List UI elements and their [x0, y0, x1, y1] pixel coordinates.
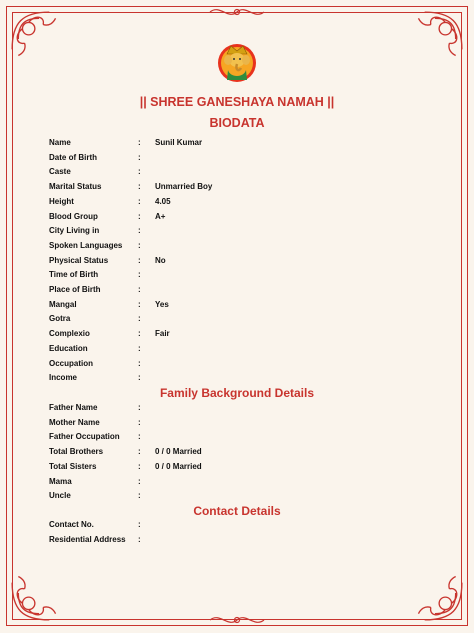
field-value: Sunil Kumar: [155, 138, 203, 147]
field-value: Fair: [155, 329, 170, 339]
border-ornament-bottom: [206, 612, 268, 628]
corner-ornament-top-left: [8, 8, 70, 70]
field-label: Mangal: [49, 299, 77, 309]
field-label: Time of Birth: [49, 270, 99, 280]
field-label: Name: [49, 138, 71, 147]
field-separator: :: [138, 211, 141, 221]
field-separator: :: [138, 299, 141, 309]
field-value: 4.05: [155, 196, 171, 206]
field-value: 0 / 0 Married: [155, 447, 202, 457]
field-value: 0 / 0 Married: [155, 461, 202, 471]
field-separator: :: [138, 196, 141, 206]
field-separator: :: [138, 285, 141, 294]
corner-ornament-top-right: [404, 8, 466, 70]
field-label: Complexio: [49, 329, 90, 339]
field-label: Date of Birth: [49, 152, 97, 162]
field-label: Contact No.: [49, 520, 94, 529]
ganesha-icon: [217, 42, 257, 84]
field-separator: :: [138, 329, 141, 339]
field-label: Total Sisters: [49, 461, 97, 471]
field-label: Blood Group: [49, 211, 98, 221]
field-label: Caste: [49, 167, 71, 177]
field-label: City Living in: [49, 226, 100, 236]
field-separator: :: [138, 182, 141, 192]
field-separator: :: [138, 270, 141, 280]
field-label: Father Name: [49, 403, 98, 412]
invocation-heading: || SHREE GANESHAYA NAMAH ||: [139, 95, 335, 109]
field-label: Gotra: [49, 314, 71, 324]
field-value: A+: [155, 211, 166, 221]
field-label: Place of Birth: [49, 285, 101, 294]
field-separator: :: [138, 255, 141, 265]
field-label: Residential Address: [49, 534, 126, 544]
field-label: Father Occupation: [49, 432, 120, 442]
field-separator: :: [138, 226, 141, 236]
field-separator: :: [138, 167, 141, 177]
field-label: Physical Status: [49, 255, 109, 265]
field-separator: :: [138, 358, 141, 368]
field-separator: :: [138, 491, 141, 501]
field-separator: :: [138, 476, 141, 486]
family-section-title: Family Background Details: [159, 386, 315, 400]
field-label: Income: [49, 373, 78, 383]
field-separator: :: [138, 520, 141, 529]
field-label: Occupation: [49, 358, 94, 368]
field-label: Height: [49, 196, 74, 206]
field-separator: :: [138, 432, 141, 442]
field-separator: :: [138, 138, 141, 147]
border-ornament-top: [206, 4, 268, 20]
page-title: BIODATA: [209, 116, 265, 130]
field-value: No: [155, 255, 166, 265]
field-value: Unmarried Boy: [155, 182, 213, 192]
field-separator: :: [138, 240, 141, 250]
field-separator: :: [138, 403, 141, 412]
field-separator: :: [138, 447, 141, 457]
field-separator: :: [138, 152, 141, 162]
field-separator: :: [138, 417, 141, 427]
field-label: Total Brothers: [49, 447, 104, 457]
corner-ornament-bottom-left: [8, 562, 70, 624]
field-separator: :: [138, 373, 141, 383]
field-separator: :: [138, 461, 141, 471]
field-label: Mother Name: [49, 417, 100, 427]
field-label: Mama: [49, 476, 72, 486]
field-separator: :: [138, 343, 141, 353]
corner-ornament-bottom-right: [404, 562, 466, 624]
field-label: Uncle: [49, 491, 71, 501]
field-value: Yes: [155, 299, 169, 309]
field-separator: :: [138, 314, 141, 324]
field-label: Marital Status: [49, 182, 102, 192]
field-label: Education: [49, 343, 88, 353]
field-separator: :: [138, 534, 141, 544]
field-label: Spoken Languages: [49, 240, 123, 250]
contact-section-title: Contact Details: [193, 504, 281, 518]
